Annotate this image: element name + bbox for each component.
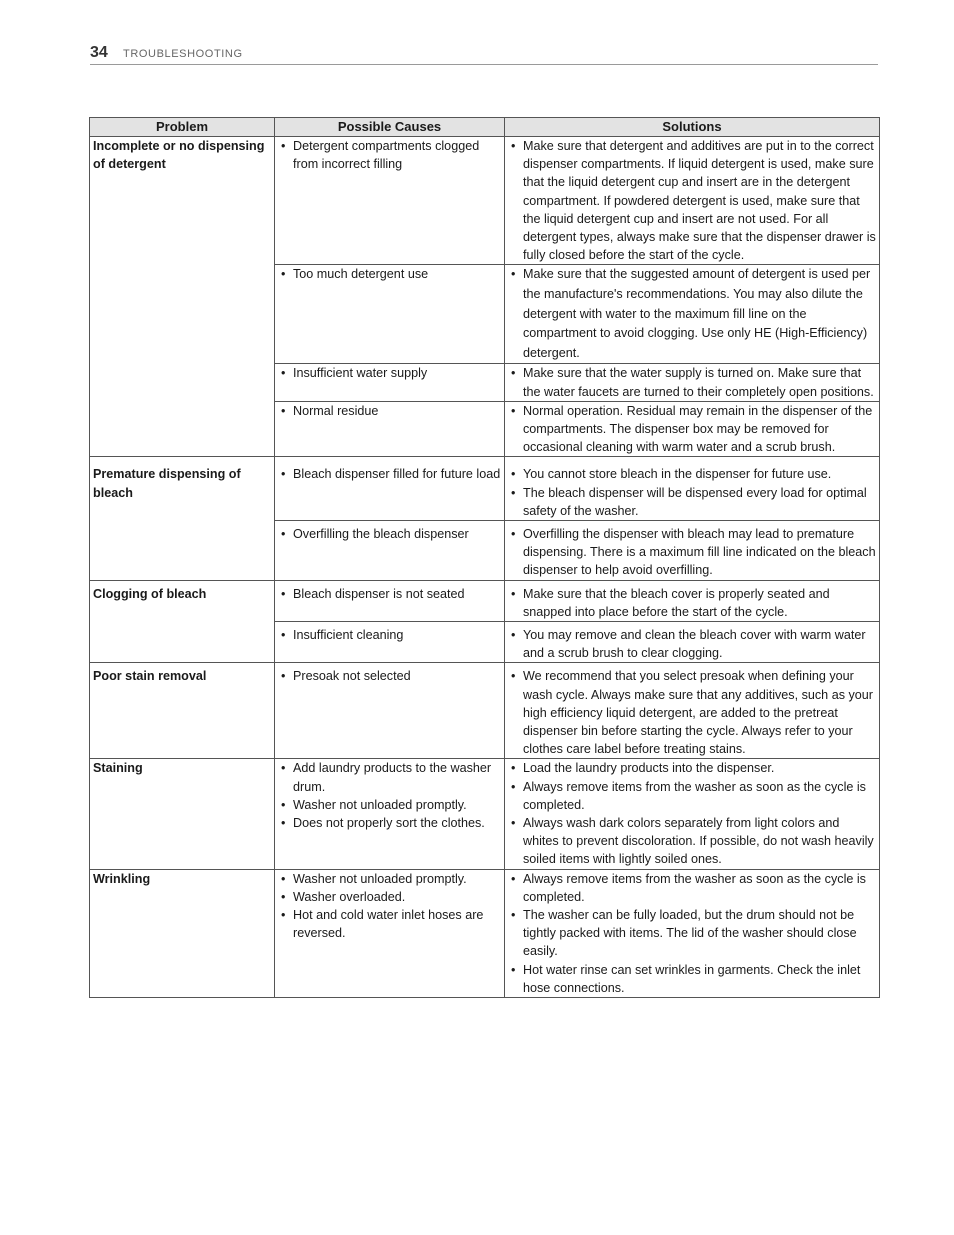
- solution-item: • Always wash dark colors separately from light colors and whites to prevent discoloration. If possible, do not wash heavily soiled items with lightly soiled ones.: [508, 814, 876, 869]
- cause-item: • Does not properly sort the clothes.: [278, 814, 501, 832]
- column-header-solutions: Solutions: [505, 118, 880, 137]
- column-header-problem: Problem: [90, 118, 275, 137]
- solution-item: • Make sure that the bleach cover is properly seated and snapped into place before the start of the cycle.: [508, 585, 876, 621]
- problem-cell: Poor stain removal: [90, 663, 275, 759]
- solution-item: • Always remove items from the washer as soon as the cycle is completed.: [508, 870, 876, 906]
- solution-item: • Load the laundry products into the dispenser.: [508, 759, 876, 777]
- solution-item: • You may remove and clean the bleach cover with warm water and a scrub brush to clear clogging.: [508, 626, 876, 662]
- solutions-cell: [505, 137, 880, 265]
- table-row: [90, 663, 880, 759]
- table-row: [90, 580, 880, 621]
- problem-cell: Staining: [90, 759, 275, 869]
- solutions-cell: [505, 759, 880, 869]
- cause-item: • Bleach dispenser filled for future load: [278, 465, 501, 483]
- solutions-cell: [505, 663, 880, 759]
- section-title: TROUBLESHOOTING: [123, 48, 243, 60]
- causes-cell: [275, 663, 505, 759]
- solution-item: • Make sure that the suggested amount of detergent is used per the manufacture's recommendations. You may also dilute the detergent with water to the maximum fill line on the compartment to avoid clogging. Use only HE (High-Efficiency) detergent.: [508, 265, 876, 363]
- page-header: [90, 44, 878, 65]
- cause-item: • Insufficient cleaning: [278, 626, 501, 644]
- cause-item: • Too much detergent use: [278, 265, 501, 283]
- causes-cell: [275, 265, 505, 364]
- solution-item: • Make sure that the water supply is turned on. Make sure that the water faucets are turned to their completely open positions.: [508, 364, 876, 400]
- solutions-cell: [505, 580, 880, 621]
- causes-cell: [275, 457, 505, 521]
- solution-item: • Normal operation. Residual may remain in the dispenser of the compartments. The dispenser box may be removed for occasional cleaning with warm water and a scrub brush.: [508, 402, 876, 457]
- cause-item: • Hot and cold water inlet hoses are reversed.: [278, 906, 501, 942]
- solution-item: • Hot water rinse can set wrinkles in garments. Check the inlet hose connections.: [508, 961, 876, 997]
- problem-cell: Premature dispensing of bleach: [90, 457, 275, 580]
- cause-item: • Detergent compartments clogged from incorrect filling: [278, 137, 501, 173]
- cause-item: • Add laundry products to the washer drum.: [278, 759, 501, 795]
- solution-item: • The washer can be fully loaded, but the drum should not be tightly packed with items. The lid of the washer should close easily.: [508, 906, 876, 961]
- causes-cell: [275, 580, 505, 621]
- cause-item: • Washer not unloaded promptly.: [278, 870, 501, 888]
- solutions-cell: [505, 622, 880, 663]
- causes-cell: [275, 137, 505, 265]
- page-number: 34: [90, 44, 108, 61]
- table-row: [90, 759, 880, 869]
- problem-cell: Incomplete or no dispensing of detergent: [90, 137, 275, 457]
- cause-item: • Washer not unloaded promptly.: [278, 796, 501, 814]
- cause-item: • Bleach dispenser is not seated: [278, 585, 501, 603]
- solution-item: • We recommend that you select presoak when defining your wash cycle. Always make sure that any additives, such as your high efficiency liquid detergent, are added to the pretreat dispenser bin before starting the cycle. Always refer to your clothes care label before treating stains.: [508, 667, 876, 758]
- table-header-row: [90, 118, 880, 137]
- causes-cell: [275, 364, 505, 401]
- cause-item: • Washer overloaded.: [278, 888, 501, 906]
- table-row: [90, 457, 880, 521]
- solutions-cell: [505, 364, 880, 401]
- cause-item: • Presoak not selected: [278, 667, 501, 685]
- table-row: [90, 869, 880, 997]
- problem-cell: Clogging of bleach: [90, 580, 275, 663]
- solution-item: • You cannot store bleach in the dispenser for future use.: [508, 465, 876, 483]
- troubleshooting-table: [89, 117, 880, 998]
- causes-cell: [275, 869, 505, 997]
- column-header-causes: Possible Causes: [275, 118, 505, 137]
- causes-cell: [275, 401, 505, 457]
- cause-item: • Insufficient water supply: [278, 364, 501, 382]
- solutions-cell: [505, 869, 880, 997]
- solution-item: • Always remove items from the washer as soon as the cycle is completed.: [508, 778, 876, 814]
- cause-item: • Overfilling the bleach dispenser: [278, 525, 501, 543]
- solution-item: • Make sure that detergent and additives are put in to the correct dispenser compartments. If liquid detergent is used, make sure that the liquid detergent cup and insert are in the detergent compartment. If powdered detergent is used, make sure that the liquid detergent cup and insert are not used. For all detergent types, always make sure that the dispenser drawer is fully closed before the start of the cycle.: [508, 137, 876, 264]
- problem-cell: Wrinkling: [90, 869, 275, 997]
- solutions-cell: [505, 401, 880, 457]
- solutions-cell: [505, 265, 880, 364]
- solution-item: • Overfilling the dispenser with bleach may lead to premature dispensing. There is a maximum fill line indicated on the bleach dispenser to help avoid overfilling.: [508, 525, 876, 580]
- solution-item: • The bleach dispenser will be dispensed every load for optimal safety of the washer.: [508, 484, 876, 520]
- cause-item: • Normal residue: [278, 402, 501, 420]
- causes-cell: [275, 521, 505, 581]
- solutions-cell: [505, 457, 880, 521]
- table-row: [90, 137, 880, 265]
- solutions-cell: [505, 521, 880, 581]
- causes-cell: [275, 759, 505, 869]
- causes-cell: [275, 622, 505, 663]
